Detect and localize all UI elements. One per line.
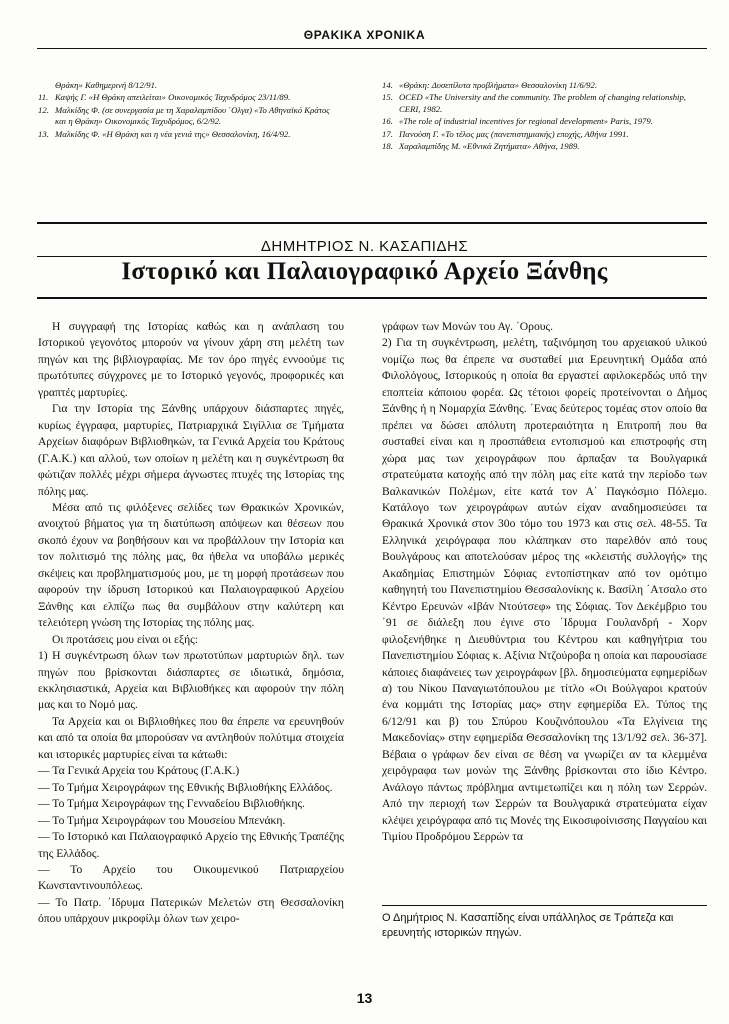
footnote [382,80,707,91]
footnote-number: 15. [382,92,393,103]
paragraph: Για την Ιστορία της Ξάνθης υπάρχουν διάσπαρτες πηγές, κυρίως έγγραφα, μαρτυρίες, Πατριαρχικά Σιγίλλια σε Τμήματα Αρχείων διαφόρων Βιβλιοθηκών, τα Γενικά Αρχεία του Κράτους (Γ.Α.Κ.) και αλλού, των οποίων η μελέτη και η συγκέντρωση θα φώτιζαν πολλές μέχρι σήμερα άγνωστες πτυχές της Ιστορίας της πόλης μας. [38,402,344,498]
list-item: — Το Ιστορικό και Παλαιογραφικό Αρχείο της Εθνικής Τραπέζης της Ελλάδος. [38,830,344,860]
paragraph: γράφων των Μονών του Αγ. ΄Ορους. [382,320,553,333]
footnote [382,141,707,152]
footnote [382,92,707,115]
list-item: — Τα Γενικά Αρχεία του Κράτους (Γ.Α.Κ.) [38,764,240,778]
footnote-text: OCED «The University and the community. The problem of changing relationship, CERI, 1982. [399,92,686,114]
footnote-text: «The role of industrial incentives for regional development» Paris, 1979. [399,116,653,127]
section-divider [37,222,707,224]
footnote-number: 16. [382,116,393,127]
footnote [382,116,707,127]
article-column-right [382,319,707,846]
footnote-number: 11. [38,92,49,103]
paragraph: Η συγγραφή της Ιστορίας καθώς και η ανάπλαση του Ιστορικού γεγονότος μπορούν να γίνουν χάρη στη μελέτη των πηγών και της βιβλιογραφίας. Με τον όρο πηγές εννοούμε τις πρωτότυπες σύγχρονες με το Ιστορικό γεγονός, προφορικές και γραπτές μαρτυρίες. [38,320,344,399]
list-item: — Το Αρχείο του Οικουμενικού Πατριαρχείου Κωνσταντινουπόλεως. [38,862,344,893]
footnote [382,129,707,140]
title-rule [37,297,707,299]
list-item: — Το Τμήμα Χειρογράφων του Μουσείου Μπενάκη. [38,813,286,827]
paragraph: Τα Αρχεία και οι Βιβλιοθήκες που θα έπρεπε να ερευνηθούν και από τα οποία θα μπορούσαν να αντληθούν πολύτιμα στοιχεία και ιστορικές μαρτυρίες είναι τα κάτωθι: [38,714,344,761]
paragraph: Μέσα από τις φιλόξενες σελίδες των Θρακικών Χρονικών, ανοιχτού βήματος για τη διατύπωση απόψεων και θέσεων που σκοπό έχουν να βοηθήσουν και να προβάλλουν την Ιστορία και τον πολιτισμό της πόλης μας, θα ήθελα να υποβάλω μερικές σκέψεις και προβληματισμούς μου, με τη μορφή προτάσεων που αφορούν την ίδρυση Ιστορικού και Παλαιογραφικού Αρχείου Ξάνθης και ελπίζω πως θα συμβάλουν στην καλύτερη και τελειότερη γνώση της Ιστορίας της πόλης μας. [38,500,344,630]
footnote-text: Μαλκίδης Φ. (σε συνεργασία με τη Χαραλαμπίδου ΄Ολγα) «Το Αθηναϊκό Κράτος και η Θράκη» Οικονομικός Ταχυδρόμος, 6/2/92. [55,104,330,127]
footnote-number: 17. [382,128,393,139]
bio-rule [382,905,707,906]
footnote [38,105,338,128]
header-rule [37,48,707,49]
article-column-left [38,319,344,928]
author-bio: Ο Δημήτριος Ν. Κασαπίδης είναι υπάλληλος σε Τράπεζα και ερευνητής ιστορικών πηγών. [382,912,674,939]
footnotes-right [382,80,707,153]
footnote-text: Χαραλαμπίδης Μ. «Εθνικά Ζητήματα» Αθήνα, 1989. [399,141,580,152]
footnote-number [38,80,55,91]
article-author: ΔΗΜΗΤΡΙΟΣ Ν. ΚΑΣΑΠΙΔΗΣ [260,238,469,255]
footnote-number: 14. [382,80,393,90]
footnote-text: Θράκη» Καθημερινή 8/12/91. [55,80,158,90]
paragraph: 2) Για τη συγκέντρωση, μελέτη, ταξινόμηση του αρχειακού υλικού νομίζω πως θα έπρεπε να συσταθεί μια Ερευνητική Ομάδα από Φιλολόγους, Ιστορικούς η οποία θα εργαστεί αφιλοκερδώς υπό την εποπτεία κάποιου φορέα. Ως τέτοιοι φορείς προτείνονται ο Δήμος Ξάνθης ή η Νομαρχία Ξάνθης. ΄Ενας δεύτερος τομέας στον οποίο θα πρέπει να δώσει απόλυτη προτεραιότητα η Επιτροπή που θα συσταθεί είναι και η προσπάθεια εντοπισμού και επιστροφής στη χώρα μας των χειρογράφων που άρπαξαν τα Βουλγαρικά στρατεύματα κατοχής από την πόλη μας είτε κατά την περίοδο των Βαλκανικών Πολέμων, είτε κατά τον Α΄ Παγκόσμιο Πόλεμο. Κατάλογο των χειρογράφων αυτών είχαν αναδημοσιεύσει τα Θρακικά Χρονικά στον 30ο τόμο του 1973 και στις σελ. 48-55. Τα Ελληνικά χειρόγραφα που κλάπηκαν στο παρελθόν από τους Βουλγάρους και αποτελούσαν μέρος της «κλειστής συλλογής» της Ακαδημίας Επιστημών Σόφιας εντοπίστηκαν από τον ομότιμο καθηγητή του Πανεπιστημίου Θεσσαλονίκης κ. Βασίλη ΄Ατσαλο στο Κέντρο Ερευνών «Ιβάν Ντούτσεφ» της Σόφιας. Τον Δεκέμβριο του ΄91 σε διάλεξη που έγινε στο ΄Ιδρυμα Γουλανδρή - Χορν φιλοξενήθηκε η Διευθύντρια του Κέντρου και καθηγήτρια του Πανεπιστημίου Σόφιας κ. Αξίνια Ντζούροβα η οποία και παρουσίασε κάποιες διαφάνειες των χειρογράφων [βλ. δημοσιεύματα εφημερίδων α) του Νίκου Παναγιωτόπουλου με τίτλο «Οι Βούλγαροι κρατούν ένα κομμάτι της Ιστορίας μας» στην εφημερίδα Ελ. Τύπος της 6/12/91 και β) του Σπύρου Κουζινόπουλου «Τα Ελγίνεια της Μακεδονίας» στην εφημερίδα Θεσσαλονίκη της 13/1/92 σελ. 36-37]. Βέβαια ο γράφων δεν είναι σε θέση να γνωρίζει αν τα κλεμμένα χειρόγραφα των μονών της Ξάνθης βρίσκονται στο ίδιο Κέντρο. Ανάλογο πάντως πρόβλημα αντιμετωπίζει και η πόλη των Σερρών. Από την περιοχή των Σερρών τα Βουλγαρικά στρατεύματα είχαν κλέψει χειρόγραφα από τις Μονές της Εικοσιφοίνισσης Παγγαίου και Τιμίου Προδρόμου Σερρών τα [382,336,707,844]
running-head: ΘΡΑΚΙΚΑ ΧΡΟΝΙΚΑ [303,28,426,42]
footnote-number: 13. [38,128,49,139]
list-item: — Το Πατρ. ΄Ιδρυμα Πατερικών Μελετών στη Θεσσαλονίκη όπου υπάρχουν μικροφίλμ όλων των χειρο- [38,895,344,926]
footnote-number: 12. [38,104,49,115]
author-rule [37,256,707,257]
footnote-text: Μαλκίδης Φ. «Η Θράκη και η νέα γενιά της» Θεσσαλονίκη, 16/4/92. [55,128,291,139]
paragraph: 1) Η συγκέντρωση όλων των πρωτοτύπων μαρτυριών δηλ. των πηγών που βρίσκονται διάσπαρτες σε ιδιωτικά, δημόσια, εκκλησιαστικά, Αρχεία και Βιβλιοθήκες και αφορούν την πόλη μας και το Νομό μας. [38,649,344,712]
footnote [38,80,338,91]
footnote-text: «Θράκη: Δυσεπίλυτα προβλήματα» Θεσσαλονίκη 11/6/92. [399,80,598,90]
page-number: 13 [356,990,373,1006]
paragraph: Οι προτάσεις μου είναι οι εξής: [52,632,198,646]
footnote [38,92,338,103]
footnote-number: 18. [382,141,393,152]
article-title: Ιστορικό και Παλαιογραφικό Αρχείο Ξάνθης [121,258,608,285]
list-item: — Το Τμήμα Χειρογράφων της Γενναδείου Βιβλιοθήκης. [38,797,305,811]
footnote-text: Πανούση Γ. «Το τέλος μας (πανεπιστημιακής) εποχής, Αθήνα 1991. [399,128,629,139]
footnote [38,129,338,140]
list-item: — Το Τμήμα Χειρογράφων της Εθνικής Βιβλιοθήκης Ελλάδος. [38,780,333,794]
footnote-text: Καψής Γ. «Η Θράκη απειλείται» Οικονομικός Ταχυδρόμος 23/11/89. [55,92,291,103]
footnotes-left [38,80,338,141]
